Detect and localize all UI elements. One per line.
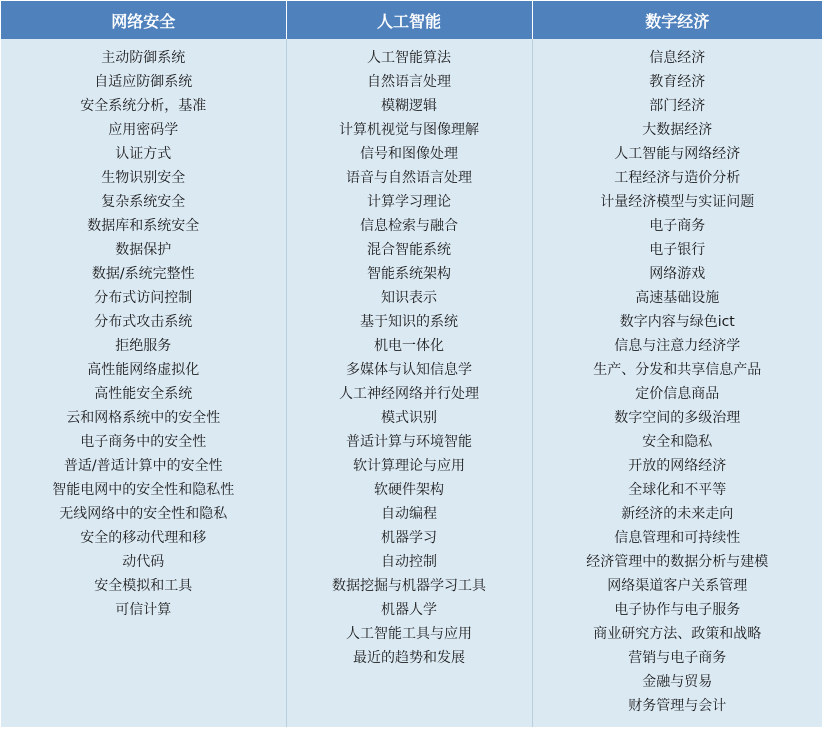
list-item: 财务管理与会计 <box>628 698 727 714</box>
list-item: 信息与注意力经济学 <box>614 338 741 354</box>
list-item: 计量经济模型与实证问题 <box>600 194 755 210</box>
list-item: 生物识别安全 <box>101 170 186 186</box>
artificial-intelligence-cell <box>286 39 532 727</box>
list-item: 数据保护 <box>115 242 172 258</box>
digital-economy-cell <box>532 39 822 727</box>
list-item: 安全的移动代理和移 <box>80 530 207 546</box>
list-item: 高性能网络虚拟化 <box>87 362 200 378</box>
topics-table <box>1 1 822 727</box>
list-item: 智能系统架构 <box>367 266 451 282</box>
list-item: 模糊逻辑 <box>381 98 437 114</box>
list-item: 人工神经网络并行处理 <box>339 386 479 402</box>
topics-table-container <box>1 1 822 727</box>
list-item: 网络渠道客户关系管理 <box>607 578 748 594</box>
list-item: 软硬件架构 <box>374 482 444 498</box>
list-item: 安全系统分析，基准 <box>80 98 207 114</box>
header-row <box>1 1 822 39</box>
list-item: 网络游戏 <box>649 266 706 282</box>
list-item: 分布式攻击系统 <box>94 314 193 330</box>
list-item: 定价信息商品 <box>635 386 720 402</box>
list-item: 主动防御系统 <box>101 50 186 66</box>
list-item: 经济管理中的数据分析与建模 <box>586 554 769 570</box>
header-network-security: 网络安全 <box>1 1 286 39</box>
list-item: 普适计算与环境智能 <box>346 434 472 450</box>
list-item: 数据/系统完整性 <box>91 266 195 282</box>
list-item: 复杂系统安全 <box>101 194 186 210</box>
network-security-list <box>1 46 286 622</box>
list-item: 混合智能系统 <box>367 242 451 258</box>
list-item: 数据挖掘与机器学习工具 <box>332 578 486 594</box>
list-item: 人工智能工具与应用 <box>346 626 472 642</box>
list-item: 机器学习 <box>381 530 437 546</box>
list-item: 数据库和系统安全 <box>87 218 200 234</box>
list-item: 动代码 <box>122 554 165 570</box>
list-item: 电子银行 <box>649 242 706 258</box>
list-item: 模式识别 <box>381 410 437 426</box>
list-item: 拒绝服务 <box>115 338 172 354</box>
header-artificial-intelligence: 人工智能 <box>286 1 532 39</box>
list-item: 无线网络中的安全性和隐私 <box>59 506 228 522</box>
list-item: 基于知识的系统 <box>360 314 458 330</box>
body-row <box>1 39 822 727</box>
table-body <box>1 39 822 727</box>
list-item: 安全和隐私 <box>642 434 713 450</box>
list-item: 自动编程 <box>381 506 437 522</box>
list-item: 云和网格系统中的安全性 <box>66 410 221 426</box>
list-item: 生产、分发和共享信息产品 <box>593 362 762 378</box>
list-item: 工程经济与造价分析 <box>614 170 741 186</box>
list-item: 多媒体与认知信息学 <box>346 362 472 378</box>
list-item: 开放的网络经济 <box>628 458 727 474</box>
list-item: 自然语言处理 <box>367 74 451 90</box>
list-item: 计算学习理论 <box>367 194 451 210</box>
list-item: 人工智能与网络经济 <box>614 146 741 162</box>
list-item: 数字内容与绿色ict <box>619 314 735 330</box>
list-item: 软计算理论与应用 <box>353 458 465 474</box>
list-item: 知识表示 <box>381 290 437 306</box>
header-digital-economy: 数字经济 <box>532 1 822 39</box>
list-item: 营销与电子商务 <box>628 650 727 666</box>
list-item: 自动控制 <box>381 554 437 570</box>
list-item: 电子商务中的安全性 <box>80 434 207 450</box>
list-item: 数字空间的多级治理 <box>614 410 741 426</box>
list-item: 金融与贸易 <box>642 674 713 690</box>
artificial-intelligence-list <box>287 46 532 670</box>
list-item: 人工智能算法 <box>367 50 451 66</box>
list-item: 机电一体化 <box>374 338 444 354</box>
list-item: 教育经济 <box>649 74 706 90</box>
list-item: 应用密码学 <box>108 122 179 138</box>
list-item: 部门经济 <box>649 98 706 114</box>
digital-economy-list <box>533 46 823 718</box>
list-item: 高性能安全系统 <box>94 386 193 402</box>
list-item: 高速基础设施 <box>635 290 720 306</box>
list-item: 信息管理和可持续性 <box>614 530 741 546</box>
list-item: 分布式访问控制 <box>94 290 193 306</box>
list-item: 信号和图像处理 <box>360 146 458 162</box>
list-item: 电子商务 <box>649 218 706 234</box>
list-item: 智能电网中的安全性和隐私性 <box>52 482 235 498</box>
list-item: 新经济的未来走向 <box>621 506 734 522</box>
list-item: 普适/普适计算中的安全性 <box>63 458 223 474</box>
list-item: 信息检索与融合 <box>360 218 458 234</box>
list-item: 认证方式 <box>115 146 172 162</box>
list-item: 计算机视觉与图像理解 <box>339 122 479 138</box>
list-item: 大数据经济 <box>642 122 713 138</box>
list-item: 自适应防御系统 <box>94 74 193 90</box>
list-item: 信息经济 <box>649 50 706 66</box>
list-item: 语音与自然语言处理 <box>346 170 472 186</box>
table-header <box>1 1 822 39</box>
list-item: 商业研究方法、政策和战略 <box>593 626 762 642</box>
list-item: 可信计算 <box>115 602 172 618</box>
list-item: 电子协作与电子服务 <box>614 602 741 618</box>
list-item: 机器人学 <box>381 602 437 618</box>
network-security-cell <box>1 39 286 727</box>
list-item: 安全模拟和工具 <box>94 578 193 594</box>
list-item: 最近的趋势和发展 <box>353 650 465 666</box>
list-item: 全球化和不平等 <box>628 482 727 498</box>
